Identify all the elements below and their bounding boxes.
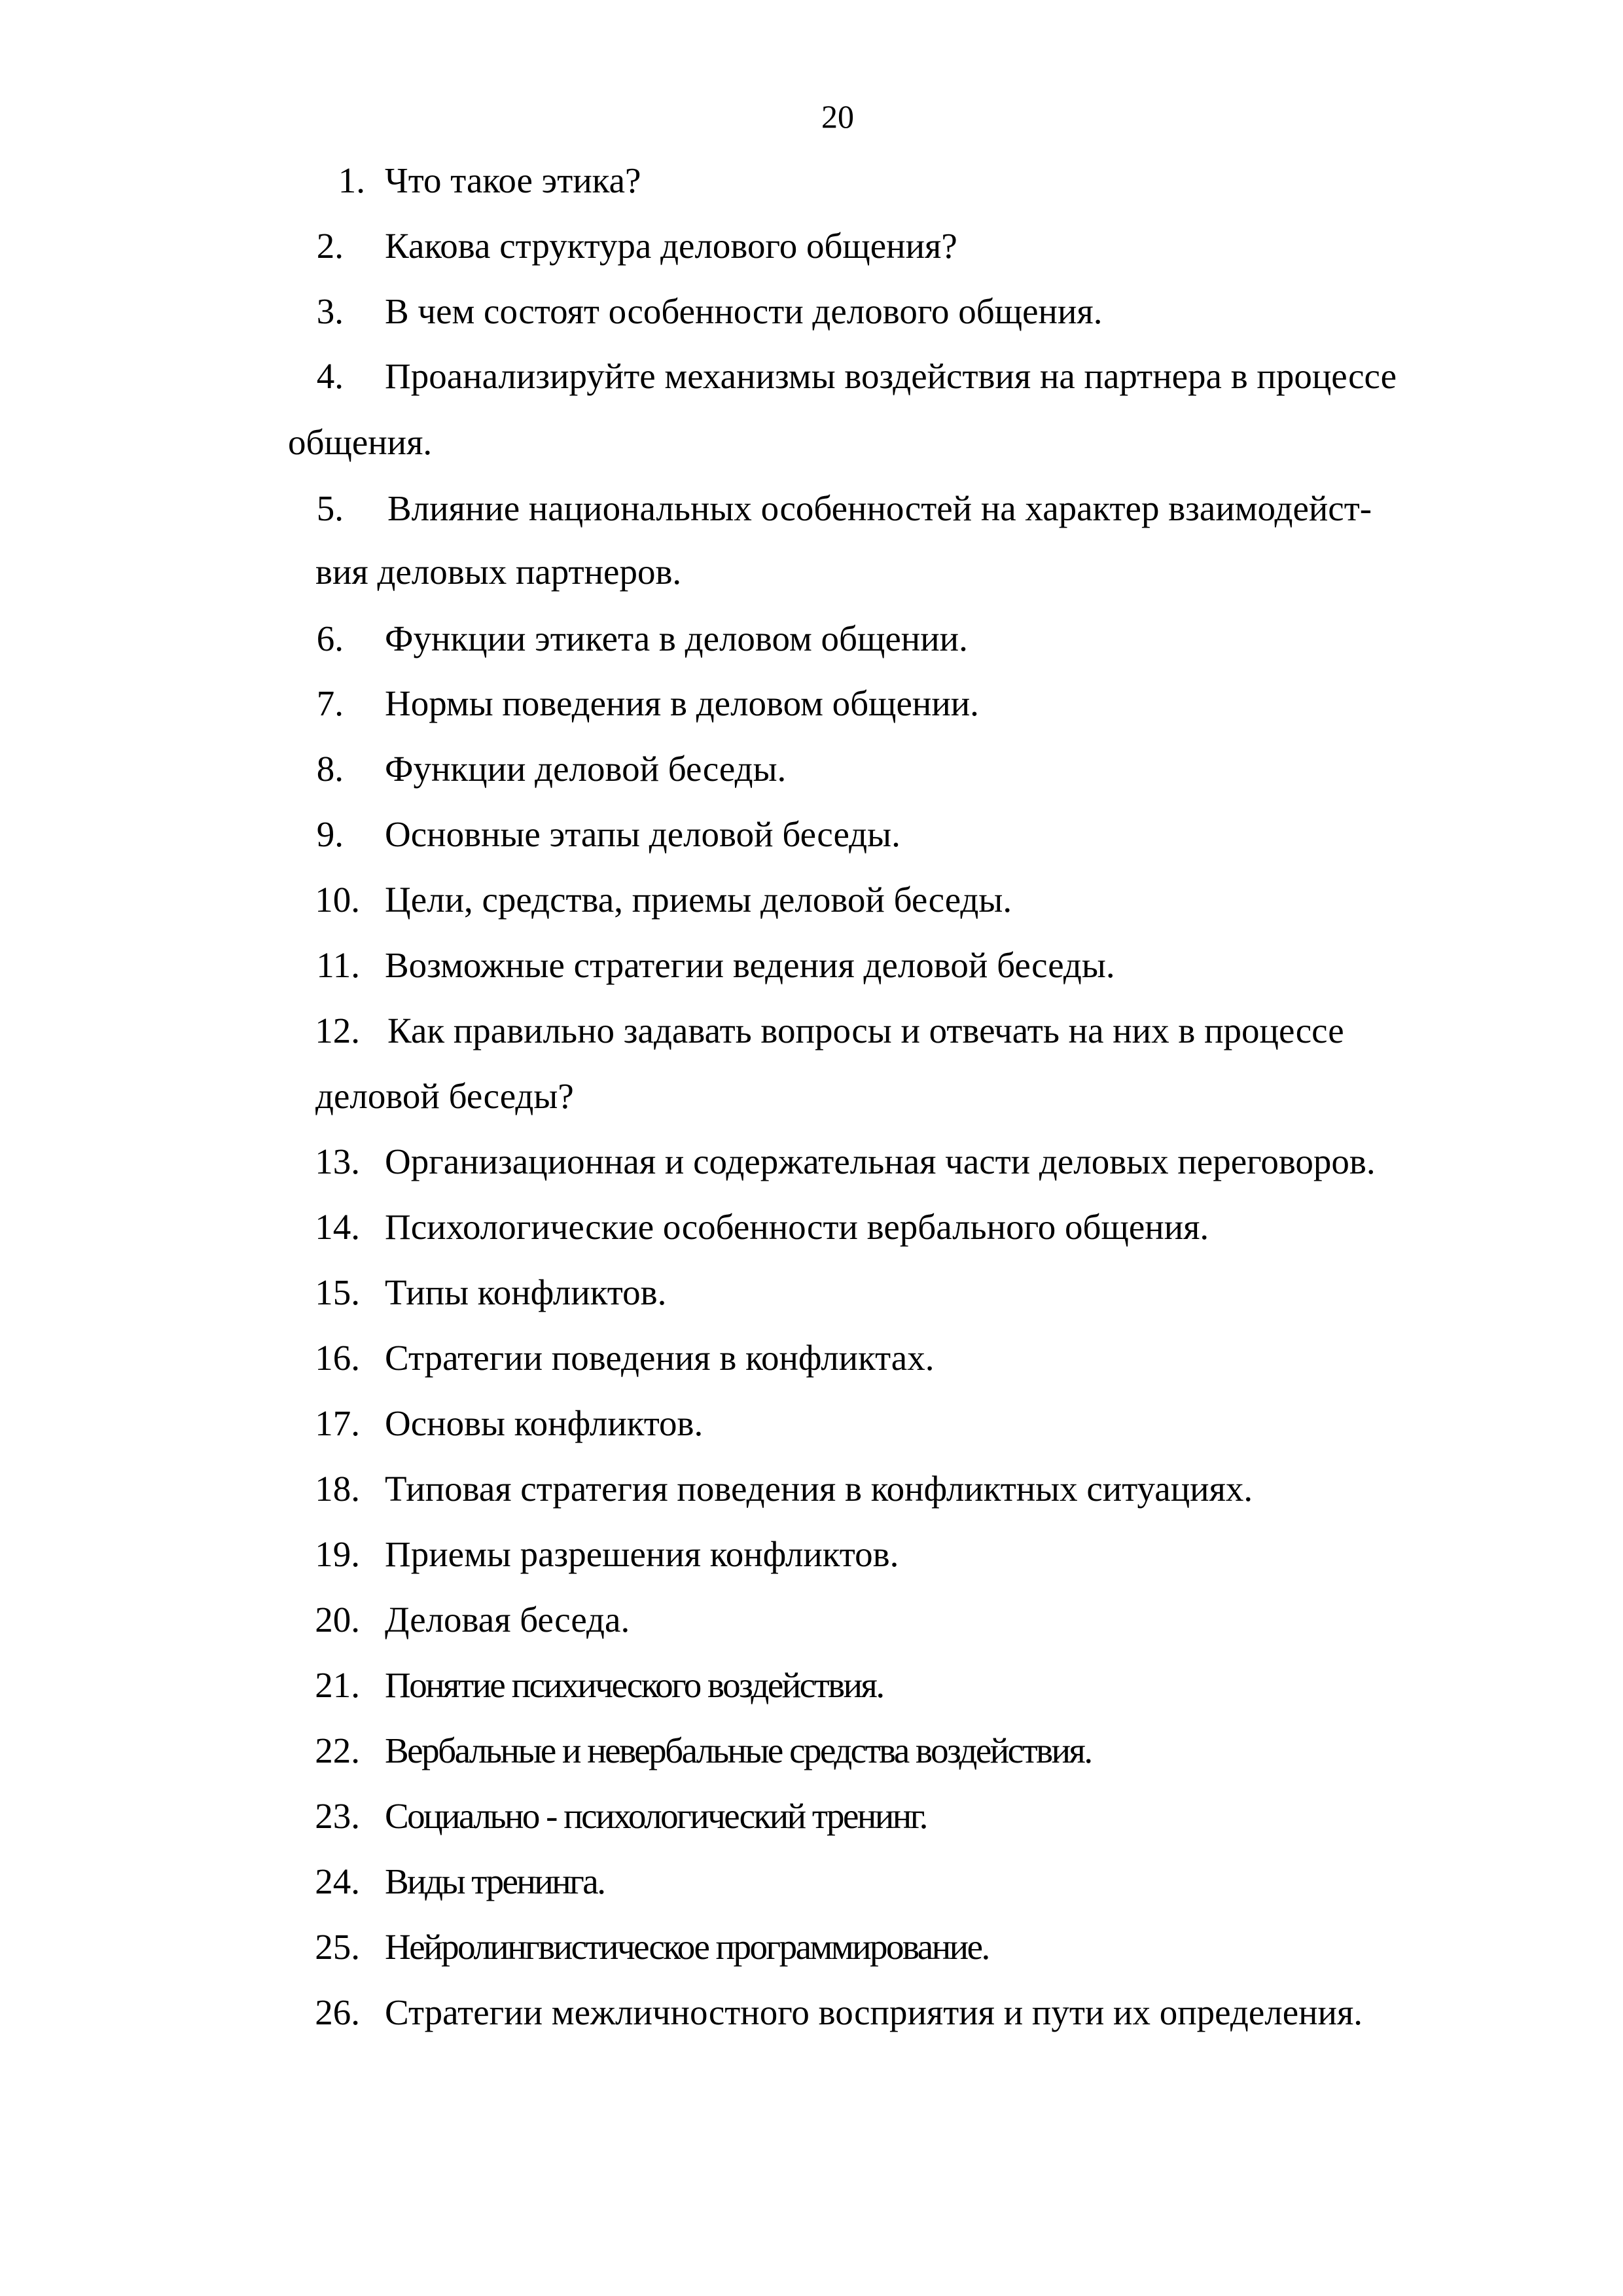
item-number: 15. <box>315 1272 360 1312</box>
item-text: Понятие психического воздействия. <box>385 1665 883 1705</box>
item-text: Что такое этика? <box>385 160 641 200</box>
item-number: 5. <box>316 488 344 528</box>
item-number: 13. <box>315 1141 360 1181</box>
item-text: Деловая беседа. <box>385 1600 630 1640</box>
item-text: Функции этикета в деловом общении. <box>385 619 968 658</box>
item-text: Основные этапы деловой беседы. <box>385 814 901 854</box>
item-number: 12. <box>315 1011 360 1050</box>
item-number: 10. <box>315 880 360 920</box>
item-text: Цели, средства, приемы деловой беседы. <box>385 880 1012 920</box>
item-text: Психологические особенности вербального общения. <box>385 1207 1209 1247</box>
item-text: Проанализируйте механизмы воздействия на партнера в процессе <box>385 356 1397 396</box>
item-text: В чем состоят особенности делового общения. <box>385 291 1103 331</box>
item-number: 8. <box>316 749 344 789</box>
item-number: 9. <box>316 814 344 854</box>
item-text: Социально - психологический тренинг. <box>385 1796 927 1836</box>
item-text: Возможные стратегии ведения деловой беседы. <box>385 945 1115 985</box>
item-text: Типовая стратегия поведения в конфликтных ситуациях. <box>385 1469 1253 1509</box>
item-text: Вербальные и невербальные средства воздействия. <box>385 1731 1092 1770</box>
item-number: 6. <box>316 619 344 658</box>
item-text: Приемы разрешения конфликтов. <box>385 1534 899 1574</box>
item-text: Нейролингвистическое программирование. <box>385 1927 989 1967</box>
item-text: Типы конфликтов. <box>385 1272 667 1312</box>
item-number: 21. <box>315 1665 360 1705</box>
list-item-continuation: общения. <box>288 422 433 462</box>
item-number: 7. <box>316 683 344 723</box>
item-text: Основы конфликтов. <box>385 1403 704 1443</box>
item-number: 11. <box>316 945 360 985</box>
item-number: 18. <box>315 1469 360 1509</box>
item-number: 25. <box>315 1927 360 1967</box>
item-number: 26. <box>315 1992 360 2032</box>
item-number: 23. <box>315 1796 360 1836</box>
item-number: 4. <box>316 356 344 396</box>
item-number: 19. <box>315 1534 360 1574</box>
list-item-continuation: вия деловых партнеров. <box>315 552 682 592</box>
item-number: 24. <box>315 1861 360 1901</box>
item-number: 1. <box>338 160 365 200</box>
item-text: Организационная и содержательная части деловых переговоров. <box>385 1141 1376 1181</box>
item-text: Стратегии межличностного восприятия и пути их определения. <box>385 1992 1363 2032</box>
item-text: Стратегии поведения в конфликтах. <box>385 1338 935 1378</box>
item-text: Функции деловой беседы. <box>385 749 787 789</box>
item-number: 20. <box>315 1600 360 1640</box>
item-number: 17. <box>315 1403 360 1443</box>
item-text: Виды тренинга. <box>385 1861 605 1901</box>
item-number: 2. <box>316 226 344 266</box>
item-text: Какова структура делового общения? <box>385 226 957 266</box>
item-text: Как правильно задавать вопросы и отвечать на них в процессе <box>387 1011 1344 1050</box>
page-number: 20 <box>821 98 854 135</box>
item-number: 3. <box>316 291 344 331</box>
item-text: Влияние национальных особенностей на характер взаимодейст- <box>387 488 1372 528</box>
item-text: Нормы поведения в деловом общении. <box>385 683 979 723</box>
item-number: 14. <box>315 1207 360 1247</box>
item-number: 16. <box>315 1338 360 1378</box>
list-item-continuation: деловой беседы? <box>315 1076 574 1116</box>
item-number: 22. <box>315 1731 360 1770</box>
